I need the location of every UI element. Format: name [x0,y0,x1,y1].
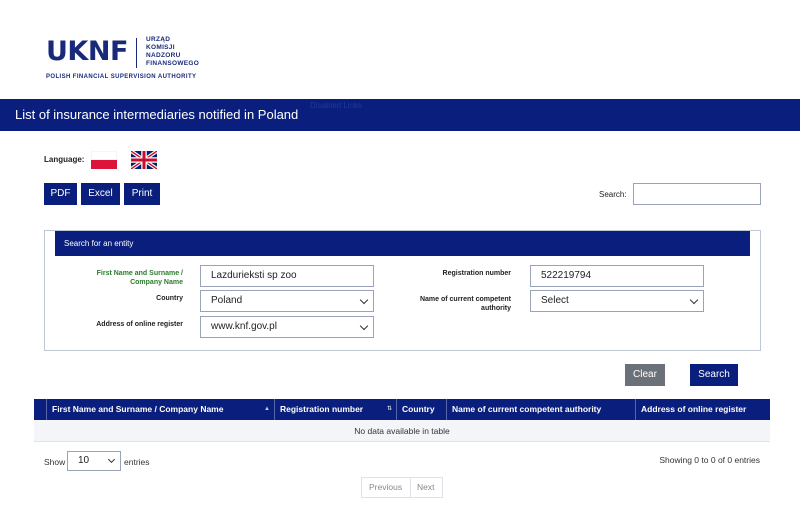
page-title: List of insurance intermediaries notified in Poland [15,107,299,122]
authority-label: Name of current competent authority [419,296,511,312]
uknf-logo [46,36,226,86]
sort-ascending-icon: ▲ [264,406,270,412]
pagination-divider [410,478,411,497]
next-page-button[interactable]: Next [417,482,435,492]
page-size-value: 10 [78,455,90,466]
page-size-select[interactable] [67,451,121,471]
authority-select[interactable] [530,290,704,312]
logo-separator [136,38,137,68]
print-button[interactable]: Print [124,183,160,205]
search-label: Search: [599,190,627,199]
column-name[interactable] [46,399,274,420]
registration-number-input[interactable]: 522219794 [530,265,704,287]
country-label: Country [156,295,183,302]
registration-number-label: Registration number [442,270,511,277]
table-row [34,420,770,442]
column-authority-label: Name of current competent authority [452,404,602,414]
ghost-link-text: Disabled Links [310,101,363,110]
column-country[interactable] [396,399,446,420]
column-registration-number-label: Registration number [280,404,364,414]
authority-select-value: Select [541,295,569,306]
address-label: Address of online register [96,321,183,328]
empty-table-message: No data available in table [354,426,450,436]
column-address[interactable] [635,399,770,420]
logo-subtitle: POLISH FINANCIAL SUPERVISION AUTHORITY [46,74,197,80]
column-authority[interactable] [446,399,635,420]
name-input[interactable]: Lazdurieksti sp zoo [200,265,374,287]
column-address-label: Address of online register [641,404,747,414]
language-label: Language: [44,155,85,164]
country-select-value: Poland [211,295,243,306]
table-header [34,399,770,420]
previous-page-button[interactable]: Previous [369,482,403,492]
logo-name-line: KOMISJI [146,44,175,51]
clear-button[interactable]: Clear [625,364,665,386]
search-button[interactable]: Search [690,364,738,386]
pagination [361,477,443,498]
excel-button[interactable]: Excel [81,183,120,205]
sort-icon: ⇅ [386,406,392,412]
search-panel [44,230,761,351]
entries-label: entries [124,457,150,467]
table-info: Showing 0 to 0 of 0 entries [659,455,760,465]
logo-name-line: NADZORU [146,52,181,59]
column-country-label: Country [402,404,435,414]
logo-mark: UKNF [46,36,128,67]
pdf-button[interactable]: PDF [44,183,77,205]
logo-name [146,36,199,68]
column-name-label: First Name and Surname / Company Name [52,404,224,414]
title-bar [0,99,800,131]
address-select-value: www.knf.gov.pl [211,321,277,332]
polish-flag-icon[interactable] [91,151,117,169]
name-label: First Name and Surname / Company Name [96,270,183,286]
table-search-input[interactable] [633,183,761,205]
column-registration-number[interactable] [274,399,396,420]
country-select[interactable] [200,290,374,312]
logo-name-line: URZĄD [146,36,171,43]
search-panel-heading: Search for an entity [55,231,750,256]
address-select[interactable] [200,316,374,338]
show-label: Show [44,457,66,467]
uk-flag-icon[interactable] [131,151,157,169]
logo-name-line: FINANSOWEGO [146,60,200,67]
